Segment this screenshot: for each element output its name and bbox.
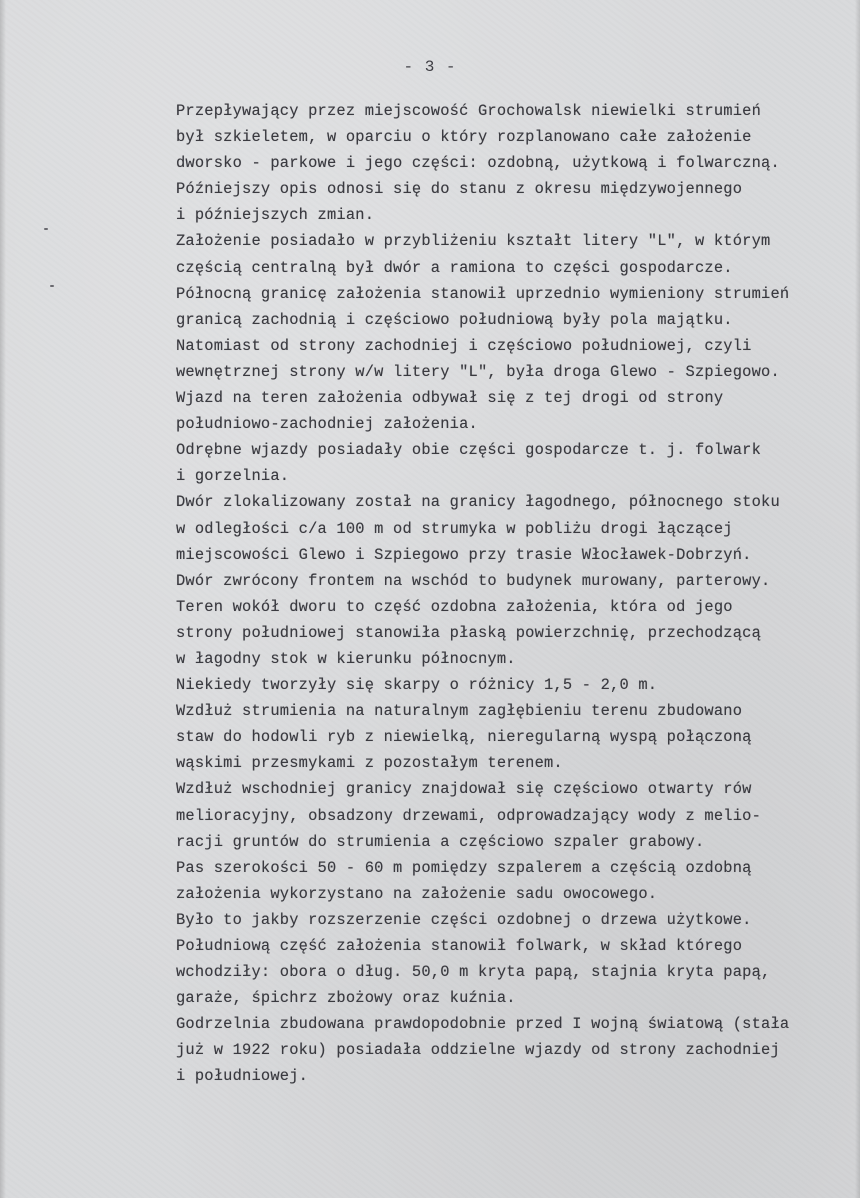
text-line: południowo-zachodniej założenia.: [176, 415, 478, 434]
text-line: wewnętrznej strony w/w litery "L", była droga Glewo - Szpiegowo.: [176, 362, 780, 381]
text-line: Dwór zlokalizowany został na granicy łagodnego, północnego stoku: [176, 493, 780, 512]
text-line: strony południowej stanowiła płaską powierzchnię, przechodzącą: [176, 623, 762, 642]
text-line: melioracyjny, obsadzony drzewami, odprowadzający wody z melio-: [176, 806, 762, 825]
margin-speck: [50, 285, 54, 287]
text-line: Godrzelnia zbudowana prawdopodobnie przed I wojną światową (stała: [176, 1015, 790, 1034]
text-line: w odległości c/a 100 m od strumyka w pobliżu drogi łączącej: [176, 519, 733, 538]
text-line: Było to jakby rozszerzenie części ozdobnej o drzewa użytkowe.: [176, 910, 752, 929]
text-line: granicą zachodnią i częściowo południową były pola majątku.: [176, 310, 733, 329]
margin-speck: [44, 228, 48, 230]
text-line: Wzdłuż strumienia na naturalnym zagłębieniu terenu zbudowano: [176, 702, 743, 721]
text-line: wchodziły: obora o dług. 50,0 m kryta papą, stajnia kryta papą,: [176, 963, 771, 982]
text-line: założenia wykorzystano na założenie sadu owocowego.: [176, 884, 658, 903]
text-line: i późniejszych zmian.: [176, 206, 375, 225]
text-line: Założenie posiadało w przybliżeniu kształt litery "L", w którym: [176, 232, 771, 251]
body-text: [176, 98, 856, 1090]
text-line: Wjazd na teren założenia odbywał się z tej drogi od strony: [176, 389, 724, 408]
text-line: garaże, śpichrz zbożowy oraz kuźnia.: [176, 989, 516, 1008]
text-line: wąskimi przesmykami z pozostałym terenem.: [176, 754, 563, 773]
text-line: Południową część założenia stanowił folwark, w skład którego: [176, 937, 743, 955]
text-line: Pas szerokości 50 - 60 m pomiędzy szpalerem a częścią ozdobną: [176, 858, 752, 877]
page-left-edge-shadow: [0, 0, 6, 1198]
text-line: miejscowości Glewo i Szpiegowo przy trasie Włocławek-Dobrzyń.: [176, 545, 752, 564]
text-line: Teren wokół dworu to część ozdobna założenia, która od jego: [176, 597, 733, 616]
text-line: Przepływający przez miejscowość Grochowalsk niewielki strumień: [176, 102, 762, 120]
text-line: staw do hodowli ryb z niewielką, nieregularną wyspą połączoną: [176, 728, 752, 747]
text-line: dworsko - parkowe i jego części: ozdobną, użytkową i folwarczną.: [176, 154, 780, 173]
text-line: Późniejszy opis odnosi się do stanu z okresu międzywojennego: [176, 180, 743, 199]
text-line: i południowej.: [176, 1067, 309, 1086]
text-line: Natomiast od strony zachodniej i częściowo południowej, czyli: [176, 336, 752, 355]
text-line: Wzdłuż wschodniej granicy znajdował się częściowo otwarty rów: [176, 780, 752, 799]
text-line: Niekiedy tworzyły się skarpy o różnicy 1,5 - 2,0 m.: [176, 676, 658, 695]
text-line: był szkieletem, w oparciu o który rozplanowano całe założenie: [176, 128, 752, 147]
text-line: w łagodny stok w kierunku północnym.: [176, 649, 516, 668]
page-number: - 3 -: [403, 58, 457, 76]
text-line: Dwór zwrócony frontem na wschód to budynek murowany, parterowy.: [176, 571, 771, 590]
text-line: Północną granicę założenia stanowił uprzednio wymieniony strumień: [176, 284, 790, 303]
text-line: już w 1922 roku) posiadała oddzielne wjazdy od strony zachodniej: [176, 1041, 780, 1060]
text-line: i gorzelnia.: [176, 467, 290, 486]
text-line: Odrębne wjazdy posiadały obie części gospodarcze t. j. folwark: [176, 441, 762, 460]
text-line: częścią centralną był dwór a ramiona to części gospodarcze.: [176, 258, 733, 277]
text-line: racji gruntów do strumienia a częściowo szpaler grabowy.: [176, 832, 705, 851]
